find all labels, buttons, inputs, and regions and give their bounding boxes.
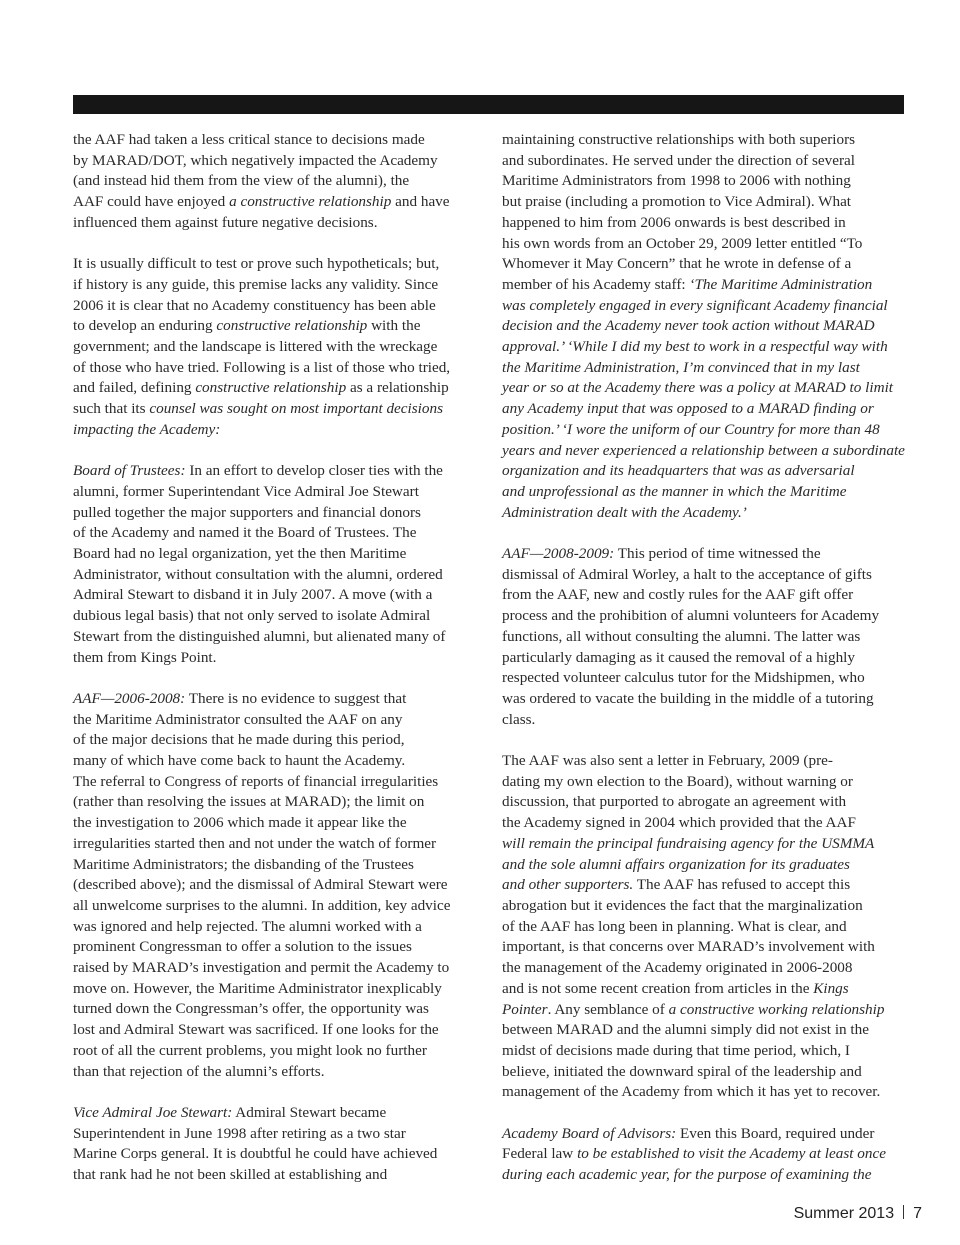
text-line bbox=[73, 648, 473, 669]
text-line bbox=[73, 627, 473, 648]
text-line bbox=[502, 482, 902, 503]
text-line bbox=[73, 730, 473, 751]
text-line bbox=[502, 503, 902, 524]
text-line bbox=[73, 751, 473, 772]
text-line bbox=[502, 544, 902, 565]
text-line bbox=[73, 606, 473, 627]
text-line bbox=[502, 234, 902, 255]
text-run: that rank had he not been skilled at establishing and bbox=[73, 1166, 388, 1184]
text-line bbox=[73, 1144, 473, 1165]
text-run: as a relationship bbox=[346, 379, 449, 397]
text-line bbox=[502, 668, 902, 689]
text-run: the management of the Academy originated in 2006-2008 bbox=[502, 959, 853, 977]
text-line bbox=[502, 1124, 902, 1145]
text-line bbox=[502, 627, 902, 648]
italic-text: and unprofessional as the manner in which the Maritime bbox=[502, 482, 847, 500]
italic-text: Academy Board of Advisors: bbox=[502, 1124, 677, 1142]
text-run: . Any semblance of bbox=[547, 1000, 669, 1018]
text-line bbox=[73, 792, 473, 813]
text-line bbox=[502, 151, 902, 172]
italic-text: a constructive working relationship bbox=[668, 1000, 885, 1018]
text-run: There is no evidence to suggest that bbox=[185, 689, 407, 707]
text-run: of those who have tried. Following is a list of those who tried, bbox=[73, 358, 451, 376]
paragraph bbox=[73, 1103, 473, 1186]
text-run: with the bbox=[367, 317, 421, 335]
text-line bbox=[73, 689, 473, 710]
text-run: but praise (including a promotion to Vice Admiral). What bbox=[502, 193, 852, 211]
text-run: and failed, defining bbox=[73, 379, 196, 397]
text-run: happened to him from 2006 onwards is best described in bbox=[502, 213, 846, 231]
text-line bbox=[73, 378, 473, 399]
text-run: 2006 it is clear that no Academy constituency has been able bbox=[73, 296, 436, 314]
italic-text: impacting the Academy: bbox=[73, 420, 221, 438]
text-line bbox=[73, 254, 473, 275]
text-line bbox=[73, 1103, 473, 1124]
paragraph bbox=[73, 130, 473, 234]
text-run: and is not some recent creation from articles in the bbox=[502, 979, 814, 997]
text-line bbox=[502, 1000, 902, 1021]
text-run: between MARAD and the alumni simply did not exist in the bbox=[502, 1021, 869, 1039]
text-run: of the major decisions that he made during this period, bbox=[73, 731, 405, 749]
text-line bbox=[73, 275, 473, 296]
text-run: Admiral Stewart to disband it in July 2007. A move (with a bbox=[73, 586, 433, 604]
text-run: from the AAF, new and costly rules for the AAF gift offer bbox=[502, 586, 854, 604]
text-run: move on. However, the Maritime Administrator inexplicably bbox=[73, 979, 442, 997]
text-run: his own words from an October 29, 2009 letter entitled “To bbox=[502, 234, 863, 252]
text-run: The AAF was also sent a letter in February, 2009 (pre- bbox=[502, 752, 833, 770]
italic-text: any Academy input that was opposed to a MARAD finding or bbox=[502, 400, 874, 418]
paragraph bbox=[73, 689, 473, 1082]
text-line bbox=[73, 585, 473, 606]
text-run: prominent Congressman to offer a solution to the issues bbox=[73, 938, 412, 956]
text-line bbox=[73, 420, 473, 441]
italic-text: counsel was sought on most important decisions bbox=[149, 400, 443, 418]
italic-text: constructive relationship bbox=[195, 379, 347, 397]
text-run: lost and Admiral Stewart was sacrificed. If one looks for the bbox=[73, 1021, 439, 1039]
text-run: (described above); and the dismissal of Admiral Stewart were bbox=[73, 876, 448, 894]
text-line bbox=[502, 792, 902, 813]
italic-text: position.’ ‘I wore the uniform of our Country for more than 48 bbox=[502, 420, 880, 438]
text-line bbox=[502, 834, 902, 855]
text-run: discussion, that purported to abrogate an agreement with bbox=[502, 793, 847, 811]
text-line bbox=[73, 855, 473, 876]
text-line bbox=[73, 813, 473, 834]
text-line bbox=[502, 213, 902, 234]
text-line bbox=[73, 296, 473, 317]
text-line bbox=[73, 979, 473, 1000]
text-line bbox=[502, 565, 902, 586]
text-run: class. bbox=[502, 710, 536, 728]
text-line bbox=[73, 1062, 473, 1083]
text-run: them from Kings Point. bbox=[73, 648, 217, 666]
text-line bbox=[502, 461, 902, 482]
text-run: to develop an enduring bbox=[73, 317, 217, 335]
text-run: dismissal of Admiral Worley, a halt to the acceptance of gifts bbox=[502, 565, 872, 583]
text-line bbox=[502, 337, 902, 358]
text-line bbox=[73, 213, 473, 234]
text-line bbox=[502, 585, 902, 606]
text-run: root of all the current problems, you might look no further bbox=[73, 1041, 427, 1059]
paragraph bbox=[73, 254, 473, 440]
italic-text: AAF—2008-2009: bbox=[502, 545, 615, 563]
text-run: It is usually difficult to test or prove such hypotheticals; but, bbox=[73, 255, 440, 273]
text-line bbox=[73, 896, 473, 917]
italic-text: decision and the Academy never took action without MARAD bbox=[502, 317, 875, 335]
text-run: Even this Board, required under bbox=[676, 1124, 875, 1142]
text-line bbox=[73, 130, 473, 151]
text-run: of the Academy and named it the Board of Trustees. The bbox=[73, 524, 417, 542]
text-line bbox=[73, 1165, 473, 1186]
paragraph bbox=[502, 544, 902, 730]
text-run: Maritime Administrators from 1998 to 2006 with nothing bbox=[502, 172, 851, 190]
text-line bbox=[73, 565, 473, 586]
text-run: of the AAF has long been in planning. What is clear, and bbox=[502, 917, 847, 935]
text-run: if history is any guide, this premise lacks any validity. Since bbox=[73, 275, 439, 293]
text-line bbox=[502, 979, 902, 1000]
italic-text: organization and its headquarters that was as adversarial bbox=[502, 462, 855, 480]
paragraph bbox=[73, 461, 473, 668]
text-line bbox=[73, 875, 473, 896]
text-run: dating my own election to the Board), without warning or bbox=[502, 772, 853, 790]
text-run: This period of time witnessed the bbox=[614, 545, 821, 563]
italic-text: Kings bbox=[813, 979, 849, 997]
footer-separator bbox=[903, 1205, 904, 1219]
text-line bbox=[502, 316, 902, 337]
text-run: important, is that concerns over MARAD’s involvement with bbox=[502, 938, 875, 956]
text-line bbox=[502, 689, 902, 710]
text-line bbox=[502, 1020, 902, 1041]
text-run: influenced them against future negative decisions. bbox=[73, 213, 378, 231]
text-line bbox=[502, 772, 902, 793]
italic-text: during each academic year, for the purpose of examining the bbox=[502, 1166, 872, 1184]
text-line bbox=[502, 855, 902, 876]
text-run: Stewart from the distinguished alumni, but alienated many of bbox=[73, 627, 446, 645]
text-line bbox=[502, 171, 902, 192]
text-run: and subordinates. He served under the direction of several bbox=[502, 151, 855, 169]
text-run: many of which have come back to haunt the Academy. bbox=[73, 752, 406, 770]
text-run: process and the prohibition of alumni volunteers for Academy bbox=[502, 607, 880, 625]
paragraph bbox=[502, 1124, 902, 1186]
text-run: Maritime Administrators; the disbanding of the Trustees bbox=[73, 855, 414, 873]
text-line bbox=[73, 482, 473, 503]
text-run: raised by MARAD’s investigation and permit the Academy to bbox=[73, 959, 450, 977]
text-line bbox=[502, 937, 902, 958]
text-line bbox=[502, 420, 902, 441]
italic-text: Pointer bbox=[502, 1000, 548, 1018]
text-line bbox=[73, 1020, 473, 1041]
text-line bbox=[73, 337, 473, 358]
text-line bbox=[502, 1165, 902, 1186]
text-line bbox=[502, 1082, 902, 1103]
italic-text: constructive relationship bbox=[216, 317, 368, 335]
text-run: functions, all without consulting the alumni. The latter was bbox=[502, 627, 861, 645]
italic-text: ‘The Maritime Administration bbox=[689, 275, 873, 293]
text-run: member of his Academy staff: bbox=[502, 275, 690, 293]
issue-label: Summer 2013 bbox=[793, 1205, 895, 1222]
text-run: AAF could have enjoyed bbox=[73, 193, 230, 211]
text-run: maintaining constructive relationships with both superiors bbox=[502, 131, 856, 148]
text-run: than that rejection of the alumni’s efforts. bbox=[73, 1062, 325, 1080]
text-run: turned down the Congressman’s offer, the opportunity was bbox=[73, 1000, 429, 1018]
text-line bbox=[502, 358, 902, 379]
left-column bbox=[73, 130, 473, 1186]
paragraph bbox=[502, 130, 905, 523]
text-run: Marine Corps general. It is doubtful he could have achieved bbox=[73, 1145, 438, 1163]
text-line bbox=[502, 296, 902, 317]
text-line bbox=[73, 461, 473, 482]
text-line bbox=[73, 937, 473, 958]
text-run: management of the Academy from which it has yet to recover. bbox=[502, 1083, 881, 1101]
text-line bbox=[502, 130, 902, 151]
text-run: Admiral Stewart became bbox=[232, 1103, 387, 1121]
text-run: was ordered to vacate the building in the middle of a tutoring bbox=[502, 689, 874, 707]
text-line bbox=[502, 751, 902, 772]
text-line bbox=[73, 544, 473, 565]
text-run: and have bbox=[391, 193, 450, 211]
text-line bbox=[502, 958, 902, 979]
text-line bbox=[502, 441, 905, 462]
text-run: by MARAD/DOT, which negatively impacted the Academy bbox=[73, 151, 438, 169]
italic-text: approval.’ ‘While I did my best to work in a respectful way with bbox=[502, 338, 888, 356]
text-line bbox=[502, 917, 902, 938]
text-line bbox=[502, 399, 902, 420]
text-run: (rather than resolving the issues at MARAD); the limit on bbox=[73, 793, 425, 811]
text-line bbox=[73, 710, 473, 731]
text-line bbox=[73, 316, 473, 337]
text-run: the Maritime Administrator consulted the AAF on any bbox=[73, 710, 403, 728]
italic-text: the Maritime Administration, I’m convinced that in my last bbox=[502, 358, 860, 376]
paragraph bbox=[502, 751, 902, 1103]
text-line bbox=[73, 192, 473, 213]
text-run: The AAF has refused to accept this bbox=[633, 876, 851, 894]
text-line bbox=[502, 813, 902, 834]
italic-text: years and never experienced a relationship between a subordinate bbox=[502, 441, 905, 459]
text-line bbox=[73, 1041, 473, 1062]
text-line bbox=[502, 606, 902, 627]
text-run: dubious legal basis) that not only served to isolate Admiral bbox=[73, 607, 431, 625]
text-run: In an effort to develop closer ties with the bbox=[185, 462, 443, 480]
text-run: all unwelcome surprises to the alumni. In addition, key advice bbox=[73, 896, 451, 914]
page-number: 7 bbox=[913, 1205, 922, 1222]
text-run: alumni, former Superintendant Vice Admiral Joe Stewart bbox=[73, 482, 419, 500]
text-line bbox=[73, 171, 473, 192]
text-line bbox=[502, 1041, 902, 1062]
italic-text: year or so at the Academy there was a policy at MARAD to limit bbox=[502, 379, 894, 397]
text-run: was ignored and help rejected. The alumni worked with a bbox=[73, 917, 422, 935]
text-run: Superintendent in June 1998 after retiring as a two star bbox=[73, 1124, 406, 1142]
text-line bbox=[502, 1144, 902, 1165]
text-run: respected volunteer calculus tutor for the Midshipmen, who bbox=[502, 669, 865, 687]
text-line bbox=[73, 358, 473, 379]
text-run: such that its bbox=[73, 400, 150, 418]
text-run: Board had no legal organization, yet the then Maritime bbox=[73, 545, 407, 563]
text-line bbox=[73, 503, 473, 524]
text-line bbox=[502, 275, 902, 296]
text-line bbox=[502, 710, 902, 731]
italic-text: to be established to visit the Academy at least once bbox=[577, 1145, 886, 1163]
text-line bbox=[73, 999, 473, 1020]
text-run: the AAF had taken a less critical stance to decisions made bbox=[73, 131, 425, 148]
text-run: midst of decisions made during that time period, which, I bbox=[502, 1041, 850, 1059]
text-run: pulled together the major supporters and financial donors bbox=[73, 503, 421, 521]
text-line bbox=[73, 151, 473, 172]
italic-text: Board of Trustees: bbox=[73, 462, 186, 480]
text-line bbox=[73, 958, 473, 979]
italic-text: AAF—2006-2008: bbox=[73, 689, 186, 707]
text-line bbox=[502, 378, 902, 399]
text-line bbox=[73, 917, 473, 938]
text-run: The referral to Congress of reports of financial irregularities bbox=[73, 772, 439, 790]
text-run: Federal law bbox=[502, 1145, 578, 1163]
text-line bbox=[73, 834, 473, 855]
text-line bbox=[73, 399, 473, 420]
text-run: the investigation to 2006 which made it appear like the bbox=[73, 814, 407, 832]
text-line bbox=[502, 875, 902, 896]
italic-text: and other supporters. bbox=[502, 876, 634, 894]
italic-text: a constructive relationship bbox=[229, 193, 392, 211]
text-line bbox=[502, 1062, 902, 1083]
text-line bbox=[73, 772, 473, 793]
text-line bbox=[502, 896, 902, 917]
italic-text: will remain the principal fundraising agency for the USMMA bbox=[502, 834, 875, 852]
text-line bbox=[73, 523, 473, 544]
italic-text: Vice Admiral Joe Stewart: bbox=[73, 1103, 233, 1121]
text-run: Administrator, without consultation with the alumni, ordered bbox=[73, 565, 443, 583]
text-run: Whomever it May Concern” that he wrote in defense of a bbox=[502, 255, 852, 273]
text-run: irregularities started then and not under the watch of former bbox=[73, 834, 437, 852]
text-line bbox=[73, 1124, 473, 1145]
header-bar bbox=[73, 95, 904, 114]
text-run: (and instead hid them from the view of the alumni), the bbox=[73, 172, 410, 190]
text-run: government; and the landscape is littered with the wreckage bbox=[73, 338, 438, 356]
text-run: particularly damaging as it caused the removal of a highly bbox=[502, 648, 855, 666]
italic-text: was completely engaged in every significant Academy financial bbox=[502, 296, 888, 314]
text-line bbox=[502, 192, 902, 213]
text-line bbox=[502, 648, 902, 669]
italic-text: Administration dealt with the Academy.’ bbox=[502, 503, 747, 521]
text-line bbox=[502, 254, 902, 275]
text-run: the Academy signed in 2004 which provided that the AAF bbox=[502, 814, 856, 832]
page-footer bbox=[794, 1205, 922, 1223]
italic-text: and the sole alumni affairs organization for its graduates bbox=[502, 855, 850, 873]
text-run: believe, initiated the downward spiral of the leadership and bbox=[502, 1062, 862, 1080]
text-run: abrogation but it evidences the fact that the marginalization bbox=[502, 896, 863, 914]
right-column bbox=[502, 130, 905, 1186]
